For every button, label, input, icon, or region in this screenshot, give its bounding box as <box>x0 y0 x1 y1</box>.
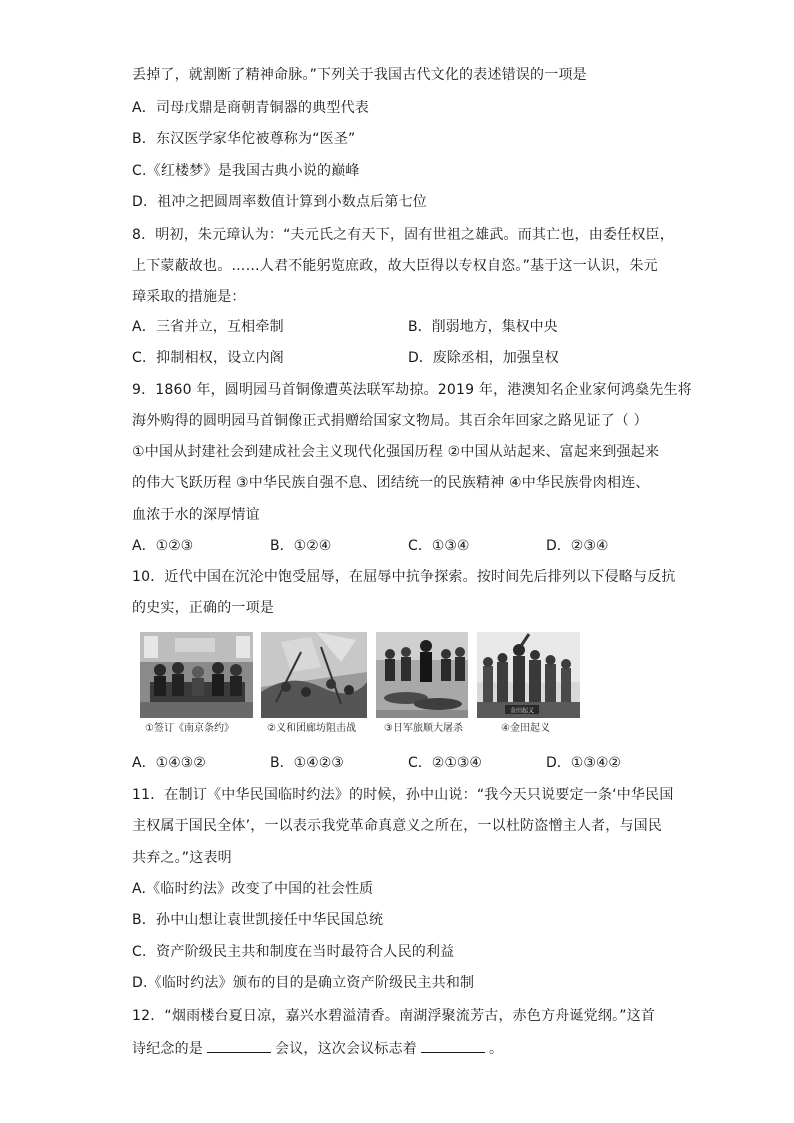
caption-2: ②义和团廊坊阻击战 <box>267 723 356 734</box>
q9-option-d: D．②③④ <box>546 538 609 554</box>
q11-option-a: A.《临时约法》改变了中国的社会性质 <box>132 881 374 897</box>
q11-option-c: C．资产阶级民主共和制度在当时最符合人民的利益 <box>132 944 455 960</box>
q8-stem-2: 上下蒙蔽故也。……人君不能躬览庶政，故大臣得以专权自恣。”基于这一认识，朱元 <box>132 258 658 274</box>
q10-option-c: C．②①③④ <box>408 755 482 771</box>
q8-stem-3: 璋采取的措施是： <box>132 289 246 305</box>
q12-text-b: 会议，这次会议标志着 <box>275 1041 417 1057</box>
photo-boxer-battle <box>261 632 367 718</box>
q12-text-c: 。 <box>489 1041 504 1057</box>
q10-stem-1: 10．近代中国在沉沦中饱受屈辱，在屈辱中抗争探索。按时间先后排列以下侵略与反抗 <box>132 569 676 585</box>
q9-stem-3: ①中国从封建社会到建成社会主义现代化强国历程 ②中国从站起来、富起来到强起来 <box>132 444 660 460</box>
q9-stem-5: 血浓于水的深厚情谊 <box>132 507 260 523</box>
q7-option-b: B．东汉医学家华佗被尊称为“医圣” <box>132 131 356 147</box>
q10-option-a: A．①④③② <box>132 755 206 771</box>
q8-option-d: D．废除丞相，加强皇权 <box>408 350 559 366</box>
q9-stem-1: 9．1860 年，圆明园马首铜像遭英法联军劫掠。2019 年，港澳知名企业家何鸿燊先生将 <box>132 382 692 398</box>
q11-stem-1: 11．在制订《中华民国临时约法》的时候，孙中山说：“我今天只说要定一条‘中华民国 <box>132 787 674 803</box>
q7-option-c: C.《红楼梦》是我国古典小说的巅峰 <box>132 163 360 179</box>
jintian-inscription: 金田起义 <box>509 707 535 715</box>
q10-stem-2: 的史实，正确的一项是 <box>132 600 274 616</box>
q9-option-a: A．①②③ <box>132 538 194 554</box>
caption-4: ④金田起义 <box>501 723 550 734</box>
photo-nanjing-treaty <box>140 632 253 718</box>
q10-option-b: B．①④②③ <box>270 755 344 771</box>
caption-3: ③日军旅顺大屠杀 <box>384 723 463 734</box>
q7-option-d: D．祖冲之把圆周率数值计算到小数点后第七位 <box>132 194 427 210</box>
q11-option-b: B．孙中山想让袁世凯接任中华民国总统 <box>132 912 384 928</box>
photo-jintian-uprising <box>477 632 580 718</box>
q8-option-a: A．三省并立，互相牵制 <box>132 319 284 335</box>
q8-option-c: C．抑制相权，设立内阁 <box>132 350 284 366</box>
q11-stem-3: 共弃之。”这表明 <box>132 850 232 866</box>
q9-stem-2: 海外购得的圆明园马首铜像正式捐赠给国家文物局。其百余年回家之路见证了（ ） <box>132 413 648 429</box>
q9-option-b: B．①②④ <box>270 538 332 554</box>
q11-option-d: D.《临时约法》颁布的目的是确立资产阶级民主共和制 <box>132 975 475 991</box>
caption-1: ①签订《南京条约》 <box>145 723 234 734</box>
answer-blank-1[interactable] <box>207 1038 271 1053</box>
q9-stem-4: 的伟大飞跃历程 ③中华民族自强不息、团结统一的民族精神 ④中华民族骨肉相连、 <box>132 475 650 491</box>
q12-stem-1: 12．“烟雨楼台夏日凉，嘉兴水碧溢清香。南湖浮聚流芳古，赤色方舟诞党纲。”这首 <box>132 1008 656 1024</box>
q10-option-d: D．①③④② <box>546 755 621 771</box>
photo-lushun-massacre <box>376 632 468 718</box>
q8-option-b: B．削弱地方，集权中央 <box>408 319 558 335</box>
q11-stem-2: 主权属于国民全体’，一以表示我党革命真意义之所在，一以杜防盗憎主人者，与国民 <box>132 818 663 834</box>
line-1: 丢掉了，就割断了精神命脉。”下列关于我国古代文化的表述错误的一项是 <box>132 67 587 83</box>
q12-stem-2 <box>132 1038 503 1058</box>
answer-blank-2[interactable] <box>421 1038 485 1053</box>
q8-stem-1: 8．明初，朱元璋认为：“夫元氏之有天下，固有世祖之雄武。而其亡也，由委任权臣， <box>132 227 674 243</box>
q9-option-c: C．①③④ <box>408 538 470 554</box>
q7-option-a: A．司母戊鼎是商朝青铜器的典型代表 <box>132 100 369 116</box>
q12-text-a: 诗纪念的是 <box>132 1041 203 1057</box>
